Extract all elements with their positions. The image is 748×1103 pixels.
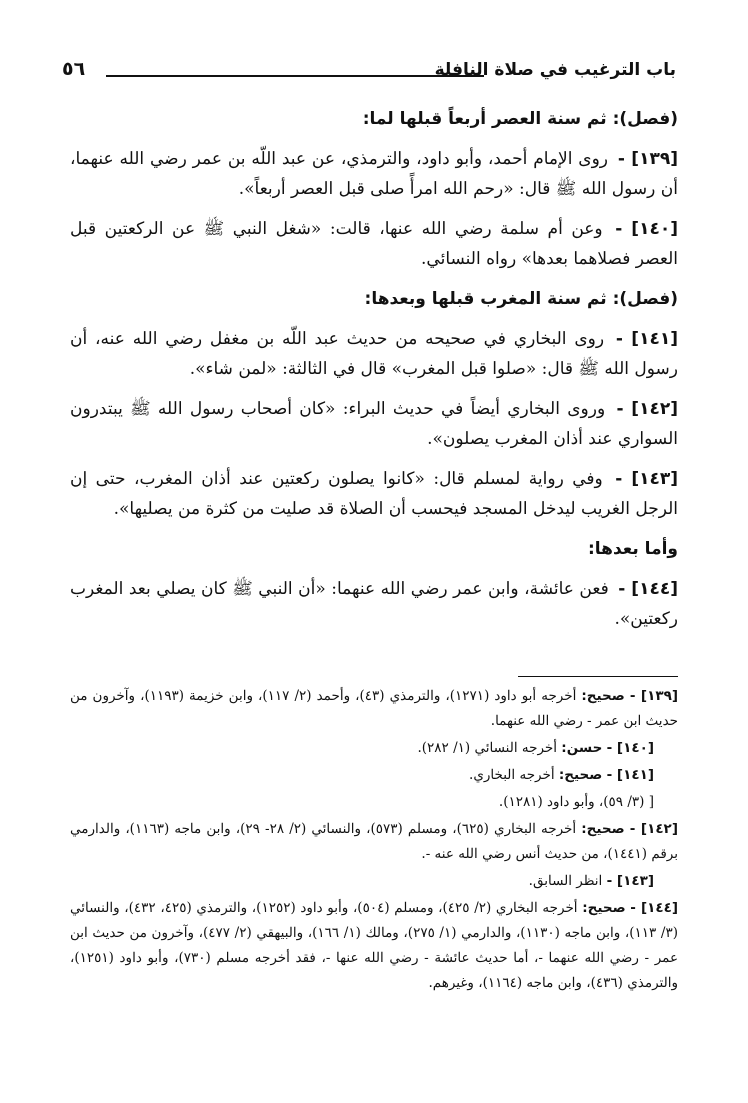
hadith-number: [١٤١] -	[615, 329, 678, 349]
footnote-number: [١٤٣] -	[606, 873, 654, 889]
main-text	[70, 104, 678, 644]
footnote-text: أخرجه البخاري.	[469, 767, 555, 783]
footnote-number: [١٤٠] -	[606, 740, 654, 756]
footnote-number: [١٣٩] -	[629, 688, 679, 704]
hadith-text: روى البخاري في صحيحه من حديث عبد اللّه بن مغفل رضي الله عنه، أن رسول الله ﷺ قال: «صلوا قبل المغرب» قال في الثالثة: «لمن شاء».	[70, 329, 678, 379]
hadith-text: وعن أم سلمة رضي الله عنها، قالت: «شغل النبي ﷺ عن الركعتين قبل العصر فصلاهما بعدها» رواه النسائي.	[70, 219, 678, 269]
hadith-text: روى الإمام أحمد، وأبو داود، والترمذي، عن عبد اللّه بن عمر رضي الله عنهما، أن رسول الله ﷺ قال: «رحم الله امرأً صلى قبل العصر أربعاً».	[70, 149, 678, 199]
hadith-number: [١٤٢] -	[616, 399, 678, 419]
hadith-text: وفي رواية لمسلم قال: «كانوا يصلون ركعتين عند أذان المغرب، حتى إن الرجل الغريب ليدخل المسجد فيحسب أن الصلاة قد صليت من كثرة من يصليها».	[70, 469, 678, 519]
footnote-142	[70, 817, 678, 867]
footnote-text: أخرجه النسائي (١/ ٢٨٢).	[417, 740, 557, 756]
page-number: ٥٦	[62, 58, 86, 80]
hadith-141	[70, 324, 678, 384]
footnote-grade: صحيح:	[558, 767, 603, 783]
footnote-number: [١٤١] -	[606, 767, 654, 783]
footnote-text: [ (٣/ ٥٩)، وأبو داود (١٢٨١).	[498, 794, 654, 810]
hadith-144	[70, 574, 678, 634]
hadith-139	[70, 144, 678, 204]
footnote-text: أخرجه البخاري (٦٢٥)، ومسلم (٥٧٣)، والنسائي (٢/ ٢٨- ٢٩)، وابن ماجه (١١٦٣)، والدارمي برقم (١٤٤١)، من حديث أنس رضي الله عنه -.	[70, 821, 678, 862]
chapter-title: باب الترغيب في صلاة النافلة	[434, 60, 676, 80]
footnote-text: انظر السابق.	[528, 873, 603, 889]
footnote-number: [١٤٤] -	[630, 900, 679, 916]
footnote-grade: حسن:	[561, 740, 603, 756]
hadith-number: [١٣٩] -	[617, 149, 678, 169]
footnote-text: أخرجه أبو داود (١٢٧١)، والترمذي (٤٣)، وأحمد (٢/ ١١٧)، وابن خزيمة (١١٩٣)، وآخرون من حديث ابن عمر - رضي الله عنهما.	[70, 688, 678, 729]
footnote-grade: صحيح:	[581, 821, 625, 837]
footnotes	[70, 684, 678, 998]
hadith-142	[70, 394, 678, 454]
footnote-text: أخرجه البخاري (٢/ ٤٢٥)، ومسلم (٥٠٤)، وأبو داود (١٢٥٢)، والترمذي (٤٢٥، ٤٣٢)، والنسائي (٣/ ١١٣)، وابن ماجه (١١٣٠)، والدارمي (١/ ٢٧٥)، ومالك (١/ ١٦٦)، والبيهقي (٢/ ٤٧٧)، وآخرون من حديث ابن عمر - رضي الله عنهما -، أما حديث عائشة - رضي الله عنها -، فقد أخرجه مسلم (٧٣٠)، وأبو داود (١٢٥١)، والترمذي (٤٣٦)، وابن ماجه (١١٦٤)، وغيرهم.	[70, 900, 678, 991]
section-heading-asr: (فصل): ثم سنة العصر أربعاً قبلها لما:	[362, 109, 678, 129]
footnote-141-continued	[70, 790, 678, 815]
footnote-139	[70, 684, 678, 734]
hadith-text: وروى البخاري أيضاً في حديث البراء: «كان أصحاب رسول الله ﷺ يبتدرون السواري عند أذان المغرب يصلون».	[70, 399, 678, 449]
running-header	[60, 58, 676, 94]
hadith-143	[70, 464, 678, 524]
hadith-number: [١٤٠] -	[615, 219, 678, 239]
hadith-number: [١٤٣] -	[615, 469, 679, 489]
footnote-grade: صحيح:	[581, 688, 625, 704]
footnote-144	[70, 896, 678, 996]
section-heading-maghrib: (فصل): ثم سنة المغرب قبلها وبعدها:	[364, 289, 678, 309]
footnote-141	[70, 763, 678, 788]
hadith-number: [١٤٤] -	[618, 579, 678, 599]
footnote-number: [١٤٢] -	[629, 821, 678, 837]
hadith-140	[70, 214, 678, 274]
hadith-text: فعن عائشة، وابن عمر رضي الله عنهما: «أن النبي ﷺ كان يصلي بعد المغرب ركعتين».	[70, 579, 678, 629]
section-heading-after: وأما بعدها:	[588, 539, 678, 559]
footnote-rule	[518, 676, 678, 677]
footnote-140	[70, 736, 678, 761]
footnote-grade: صحيح:	[582, 900, 626, 916]
header-rule	[106, 75, 484, 77]
footnote-143	[70, 869, 678, 894]
